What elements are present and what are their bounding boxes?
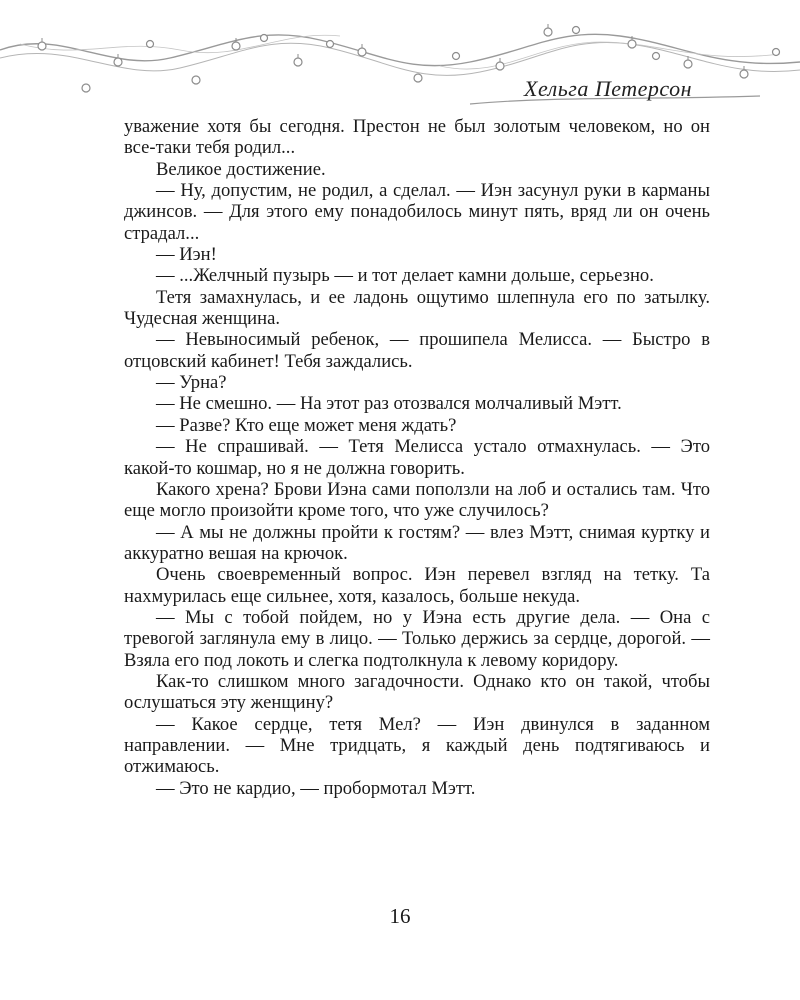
paragraph: — Это не кардио, — пробормотал Мэтт.: [156, 777, 476, 799]
bulb-18: [684, 60, 692, 68]
bulb-7: [261, 35, 268, 42]
paragraph: — Мы с тобой пойдем, но у Иэна есть другие дела. — Она с тревогой заглянула ему в лицо. — Только держись за сердце, дорогой. — Взяла его под локоть и слегка подтолкнула к левому коридору.: [124, 606, 710, 671]
bulb-20: [773, 49, 780, 56]
paragraph: — Разве? Кто еще может меня ждать?: [156, 414, 457, 436]
running-head-author: Хельга Петерсон: [524, 76, 692, 101]
bulb-17: [653, 53, 660, 60]
paragraph: уважение хотя бы сегодня. Престон не был золотым человеком, но он все-таки тебя родил...: [124, 116, 710, 159]
bulb-1: [38, 42, 46, 50]
bulb-8: [294, 58, 302, 66]
body-text: [124, 116, 710, 799]
bulb-6: [232, 42, 240, 50]
bulb-5: [192, 76, 200, 84]
paragraph: — А мы не должны пройти к гостям? — влез Мэтт, снимая куртку и аккуратно вешая на крючок.: [124, 521, 710, 564]
paragraph: — Какое сердце, тетя Мел? — Иэн двинулся в заданном направлении. — Мне тридцать, я каждый день подтягиваюсь и отжимаюсь.: [124, 713, 710, 778]
paragraph: Очень своевременный вопрос. Иэн перевел взгляд на тетку. Та нахмурилась еще сильнее, хотя, казалось, больше некуда.: [124, 564, 710, 607]
bulb-9: [327, 41, 334, 48]
paragraph: Какого хрена? Брови Иэна сами поползли на лоб и остались там. Что еще могло произойти кроме того, что уже случилось?: [124, 478, 710, 522]
page-number: 16: [389, 904, 411, 928]
bulb-12: [453, 53, 460, 60]
paragraph: — Урна?: [156, 372, 227, 394]
ornament-vine-3: [20, 35, 340, 52]
bulb-2: [82, 84, 90, 92]
bulb-4: [147, 41, 154, 48]
paragraph: — ...Желчный пузырь — и тот делает камни дольше, серьезно.: [156, 265, 654, 287]
paragraph: — Иэн!: [156, 244, 217, 266]
paragraph: — Не смешно. — На этот раз отозвался молчаливый Мэтт.: [156, 393, 622, 415]
paragraph: — Ну, допустим, не родил, а сделал. — Иэн засунул руки в карманы джинсов. — Для этого ему понадобилось минут пять, вряд ли он очень страдал...: [124, 180, 710, 244]
bulb-15: [573, 27, 580, 34]
bulb-14: [544, 28, 552, 36]
ornament-vine-4: [440, 42, 780, 69]
bulb-11: [414, 74, 422, 82]
bulb-3: [114, 58, 122, 66]
paragraph: — Не спрашивай. — Тетя Мелисса устало отмахнулась. — Это какой-то кошмар, но я не должна говорить.: [124, 436, 710, 479]
paragraph: Как-то слишком много загадочности. Однако кто он такой, чтобы ослушаться эту женщину?: [124, 670, 710, 714]
paragraph: Тетя замахнулась, и ее ладонь ощутимо шлепнула его по затылку. Чудесная женщина.: [124, 286, 710, 330]
paragraph: Великое достижение.: [156, 158, 326, 180]
bulb-10: [358, 48, 366, 56]
bulb-19: [740, 70, 748, 78]
paragraph: — Невыносимый ребенок, — прошипела Мелисса. — Быстро в отцовский кабинет! Тебя заждались.: [124, 329, 710, 372]
bulb-16: [628, 40, 636, 48]
bulb-13: [496, 62, 504, 70]
